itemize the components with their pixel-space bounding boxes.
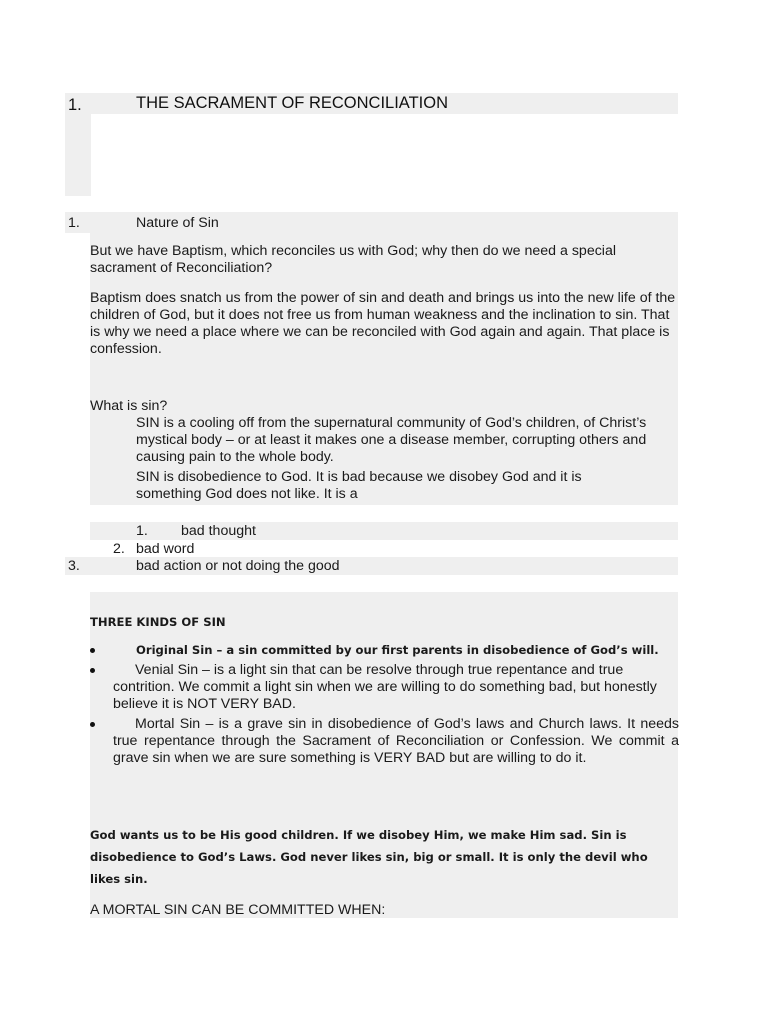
list-item-number: 3. [68, 558, 80, 574]
kind-venial-sin [113, 662, 657, 713]
question-paragraph: But we have Baptism, which reconciles us with God; why then do we need a special sacrament of Reconciliation? [90, 243, 617, 276]
bullet-icon [90, 668, 95, 673]
list-item-text: bad thought [181, 523, 256, 539]
sin-definition-1: SIN is a cooling off from the supernatural community of God’s children, of Christ’s mystical body – or at least it makes one a disease member, corrupting others and causing pain to the whole body. [136, 415, 647, 465]
list-item-text: bad word [136, 541, 195, 557]
kind-description: – a sin committed by our first parents in disobedience of God’s will. [212, 643, 659, 657]
title-number: 1. [68, 96, 82, 114]
god-wants-paragraph: God wants us to be His good children. If we disobey Him, we make Him sad. Sin is disobedience to God’s Laws. God never likes sin, big or small. It is only the devil who likes sin. [90, 828, 648, 886]
kind-term: Venial Sin [135, 662, 199, 678]
highlight-block [65, 114, 91, 196]
kind-term: Mortal Sin [135, 716, 201, 732]
kind-description: – is a grave sin in disobedience of God’s laws and Church laws. It needs true repentance through the Sacrament of Reconciliation or Confession. We commit a grave sin when we are sure something is VERY BAD but are willing to do it. [113, 716, 679, 766]
answer-paragraph: Baptism does snatch us from the power of sin and death and brings us into the new life of the children of God, but it does not free us from human weakness and the inclination to sin. That is why we need a place where we can be reconciled with God again and again. That place is confession. [90, 290, 676, 357]
highlight-block [90, 522, 678, 540]
mortal-sin-heading: A MORTAL SIN CAN BE COMMITTED WHEN: [90, 902, 386, 918]
bullet-icon [90, 648, 95, 653]
section-number: 1. [68, 215, 80, 231]
list-item-number: 1. [136, 523, 148, 539]
kind-original-sin [136, 642, 676, 659]
what-is-sin-question: What is sin? [90, 398, 168, 414]
list-item-number: 2. [113, 541, 125, 557]
kind-description: – is a light sin that can be resolve through true repentance and true contrition. We commit a light sin when we are willing to do something bad, but honestly believe it is NOT VERY BAD. [113, 662, 657, 712]
bullet-icon [90, 722, 95, 727]
list-item-text: bad action or not doing the good [136, 558, 340, 574]
kind-mortal-sin [113, 716, 679, 767]
section-heading: Nature of Sin [136, 215, 219, 231]
kind-term: Original Sin [136, 643, 213, 657]
page-title: THE SACRAMENT OF RECONCILIATION [136, 94, 449, 112]
sin-definition-2: SIN is disobedience to God. It is bad because we disobey God and it is something God does not like. It is a [136, 469, 582, 502]
kinds-heading: THREE KINDS OF SIN [90, 615, 226, 629]
